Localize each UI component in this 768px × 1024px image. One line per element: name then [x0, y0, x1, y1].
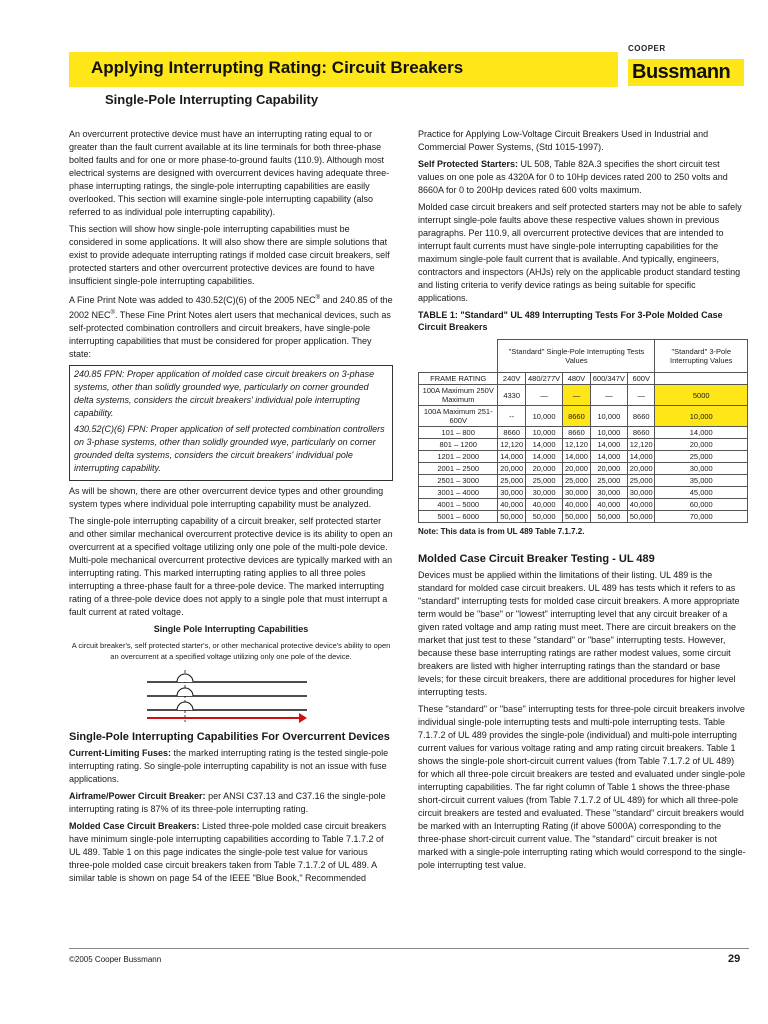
table-cell: 60,000: [655, 499, 748, 511]
table-cell: 50,000: [498, 511, 526, 523]
table-cell: 8660: [498, 427, 526, 439]
table-body: [419, 385, 748, 523]
table-cell: 20,000: [498, 463, 526, 475]
logo-brand-box: [628, 59, 744, 86]
table-cell: 8660: [563, 427, 591, 439]
table-row: [419, 451, 748, 463]
contact-c: [177, 702, 193, 710]
table-cell: 70,000: [655, 511, 748, 523]
table-cell: 12,120: [563, 439, 591, 451]
table-group-row: [419, 340, 748, 373]
table-cell: 40,000: [627, 499, 655, 511]
table-header-cell: 600/347V: [590, 373, 627, 385]
page-number: 29: [728, 953, 741, 965]
table-cell: 50,000: [525, 511, 562, 523]
single-pole-diagram: [147, 668, 307, 724]
power-breaker-paragraph: Airframe/Power Circuit Breaker: per ANSI C37.13 and C37.16 the single-pole interrupting rating is 87% of its three-pole interrupting rating.: [69, 791, 386, 814]
table-cell: 14,000: [563, 451, 591, 463]
logo-brand-text: Bussmann: [632, 61, 731, 83]
ul489-paragraph: Devices must be applied within the limitations of their listing. UL 489 is the standard for molded case circuit breakers. UL 489 has tests which it refers to as "standard" interrupting tests for molded case circuit breakers. A more appropriate term would be "base" or "lowest" interrupting level that any circuit breaker of a given rated voltage and amp rating must meet. There are circuit breakers on the market that just test to these "standard" or "base" interrupting tests. However, because these base interrupting ratings are rather modest values, some circuit breakers are listed with higher interrupting ratings than the standard or base levels; for these circuit breakers, there are additional procedures for higher level interrupting tests.: [418, 570, 740, 697]
table-cell: 40,000: [525, 499, 562, 511]
figure-title: Single Pole Interrupting Capabilities: [153, 624, 309, 634]
frame-rating-cell: 801 – 1200: [419, 439, 498, 451]
table-cell: 30,000: [525, 487, 562, 499]
single-pole-faults-paragraph: Molded case circuit breakers and self protected starters may not be able to safely interrupt single-pole faults above these respective values shown in previous paragraphs. Per 110.9, all overcurrent protective devices that are intended to interrupt fault currents must have single-pole interrupting capabilities for the maximum single-pole fault current that is available. And typically, engineers, contractors and inspectors (AHJs) rely on the applicable product standard testing and listing criteria to verify device ratings as being suitable for specific applications.: [418, 202, 742, 303]
figure-caption: A circuit breaker's, self protected starter's, or other mechanical protective device's ability to open an overcurrent at a specified voltage utilizing only one pole of the device.: [71, 641, 391, 661]
table-cell: --: [498, 406, 526, 427]
table-row: [419, 439, 748, 451]
table-cell: 10,000: [590, 406, 627, 427]
table-row: [419, 406, 748, 427]
logo-cooper-text: COOPER: [628, 44, 666, 53]
table-cell: —: [590, 385, 627, 406]
table-cell: 8660: [627, 427, 655, 439]
table-cell: 14,000: [590, 439, 627, 451]
table-cell: 25,000: [563, 475, 591, 487]
table-cell: 10,000: [525, 406, 562, 427]
fine-print-notes-box: [69, 365, 393, 481]
table-empty-cell: [419, 340, 498, 373]
table-cell: —: [525, 385, 562, 406]
table-row: [419, 475, 748, 487]
table-row: [419, 487, 748, 499]
table-cell: 8660: [563, 406, 591, 427]
table-cell: 25,000: [655, 451, 748, 463]
right-column: [418, 128, 746, 876]
table-row: [419, 511, 748, 523]
table-cell: 40,000: [563, 499, 591, 511]
table-cell: 50,000: [627, 511, 655, 523]
table-cell: 10,000: [655, 406, 748, 427]
table-cell: 35,000: [655, 475, 748, 487]
frame-rating-cell: 5001 – 6000: [419, 511, 498, 523]
self-protected-starters-paragraph: Self Protected Starters: UL 508, Table 82A.3 specifies the short circuit test values on one pole as 4320A for 0 to 10Hp devices rated 200 to 250 volts and 8660A for 0 to 200Hp devices rated 600 volts maximum.: [418, 159, 728, 195]
intro-paragraph: An overcurrent protective device must have an interrupting rating equal to or greater than the fault current available at its line terminals for both three-phase bolted faults and for one or more phase-to-ground faults (110.9). Although most electrical systems are designed with overcurrent devices having adequate three-phase interrupting ratings, the single-pole interrupting capabilities are easily overlooked. This section will examine single-pole interrupting capability (also referred to as individual pole interrupting capability).: [69, 129, 390, 217]
table-cell: 30,000: [563, 487, 591, 499]
overcurrent-devices-heading: Single-Pole Interrupting Capabilities For Overcurrent Devices: [69, 731, 390, 743]
page-title: Applying Interrupting Rating: Circuit Breakers: [91, 58, 464, 77]
table-cell: 30,000: [498, 487, 526, 499]
table-cell: 40,000: [498, 499, 526, 511]
table-cell: 14,000: [655, 427, 748, 439]
table-cell: 14,000: [498, 451, 526, 463]
table-row: [419, 499, 748, 511]
table-cell: 8660: [627, 406, 655, 427]
table-group-single-pole: "Standard" Single-Pole Interrupting Tests Values: [498, 340, 655, 373]
table-cell: 30,000: [590, 487, 627, 499]
frame-rating-cell: 1201 – 2000: [419, 451, 498, 463]
table-cell: 25,000: [525, 475, 562, 487]
fpn-240-85: 240.85 FPN: Proper application of molded case circuit breakers on 3-phase systems, other than solidly grounded wye, particularly on corner grounded delta systems, considers the circuit breakers' individual pole interrupting capability.: [74, 369, 375, 418]
frame-rating-cell: 101 – 800: [419, 427, 498, 439]
section-paragraph: This section will show how single-pole interrupting capabilities must be considered in some applications. It will also show there are simple solutions that exist to provide adequate interrupting ratings if molded case circuit breakers, self protected starters and other overcurrent protective devices are found to have insufficient single-pole interrupting capabilities.: [69, 224, 390, 286]
table-cell: 20,000: [563, 463, 591, 475]
current-limiting-fuses-paragraph: Current-Limiting Fuses: the marked interrupting rating is the tested single-pole interrupting rating. So single-pole interrupting capability is not an issue with fuse applications.: [69, 748, 389, 784]
frame-rating-cell: 2501 – 3000: [419, 475, 498, 487]
molded-case-paragraph: Molded Case Circuit Breakers: Listed three-pole molded case circuit breakers have minimum single-pole interrupting capabilities according to Table 7.1.7.2 of UL 489. Table 1 on this page indicates the single-pole test value for various three-pole molded case circuit breakers taken from Table 7.1.7.2 of UL 489. A similar table is shown on page 54 of the IEEE "Blue Book," Recommended: [69, 821, 387, 883]
table-cell: 14,000: [525, 439, 562, 451]
table-cell: 50,000: [563, 511, 591, 523]
table-cell: 20,000: [655, 439, 748, 451]
table-row: [419, 427, 748, 439]
table-cell: 14,000: [525, 451, 562, 463]
table-cell: 50,000: [590, 511, 627, 523]
table-cell: 30,000: [627, 487, 655, 499]
contact-a: [177, 674, 193, 682]
table-row: [419, 385, 748, 406]
table-header-row: [419, 373, 748, 385]
table-cell: 45,000: [655, 487, 748, 499]
frame-rating-cell: 100A Maximum 251-600V: [419, 406, 498, 427]
table-cell: 25,000: [590, 475, 627, 487]
fpn-intro-paragraph: A Fine Print Note was added to 430.52(C)(6) of the 2005 NEC® and 240.85 of the 2002 NEC®. These Fine Print Notes alert users that mechanical devices, such as self-protected combination controllers and circuit breakers, have single-pole interrupting capabilities that must be considered for proper application. They state:: [69, 295, 393, 359]
table-cell: 20,000: [590, 463, 627, 475]
footer-copyright: ©2005 Cooper Bussmann: [69, 955, 162, 964]
fault-arrow-head: [299, 713, 307, 723]
table-cell: 12,120: [498, 439, 526, 451]
table-header-cell: 600V: [627, 373, 655, 385]
table-header-cell: 480V: [563, 373, 591, 385]
interrupting-tests-table: [418, 339, 748, 523]
table-header-cell: [655, 373, 748, 385]
table-note: Note: This data is from UL 489 Table 7.1.7.2.: [418, 527, 585, 536]
ieee-paragraph: Practice for Applying Low-Voltage Circuit Breakers Used in Industrial and Commercial Power Systems, (Std 1015-1997).: [418, 129, 709, 152]
frame-rating-cell: 2001 – 2500: [419, 463, 498, 475]
capability-paragraph: The single-pole interrupting capability of a circuit breaker, self protected starter and other similar mechanical overcurrent protective device is its ability to open an overcurrent at a specified voltage utilizing only one pole of the multi-pole device. Multi-pole mechanical overcurrent protective devices are typically marked with an interrupting rating. This marked interrupting rating applies to all three poles interrupting a three-phase fault for a three-pole device. The marked interrupting rating of a three-pole device does not apply to a single pole that must interrupt a fault current at rated voltage.: [69, 516, 393, 617]
fpn-430-52: 430.52(C)(6) FPN: Proper application of self protected combination controllers on 3-phase systems, other than solidly grounded wye, particularly on corner grounded delta systems, considers the circuit breakers' individual pole interrupting capability.: [74, 424, 385, 473]
table-header-cell: FRAME RATING: [419, 373, 498, 385]
ul489-heading: Molded Case Circuit Breaker Testing - UL 489: [418, 553, 655, 565]
base-tests-paragraph: These "standard" or "base" interrupting tests for three-pole circuit breakers involve individual single-pole interrupting tests and multi-pole interrupting tests. Table 7.1.7.2 of UL 489 provides the single-pole (individual) and multi-pole interrupting current values for various voltage rating and amp rating circuit breakers. Table 1 shows the single-pole short-circuit current values (from Table 7.1.7.2 of UL 489) for which all three-pole circuit breakers are tested and evaluated under single-pole interrupting capabilities. The far right column of Table 1 shows the three-phase short-circuit current values (from Table 7.1.7.2 of UL 489) for which all three-pole circuit breakers are tested and evaluated. These "standard" circuit breakers would be marked with an Interrupting Rating (if above 5000A) corresponding to the three-phase short-circuit current value. The "standard" circuit breaker is not marked with a single-pole interrupting rating which would correspond to the single-pole interrupting test value.: [418, 704, 746, 870]
table-cell: 20,000: [525, 463, 562, 475]
section-subtitle: Single-Pole Interrupting Capability: [105, 92, 319, 107]
frame-rating-cell: 4001 – 5000: [419, 499, 498, 511]
table-header-cell: 480/277V: [525, 373, 562, 385]
table-cell: 12,120: [627, 439, 655, 451]
table-cell: —: [627, 385, 655, 406]
title-bar: [69, 52, 618, 87]
grounding-paragraph: As will be shown, there are other overcurrent device types and other grounding system types where individual pole interrupting capability must be analyzed.: [69, 486, 384, 509]
frame-rating-cell: 100A Maximum 250V Maximum: [419, 385, 498, 406]
left-column: [69, 128, 393, 889]
table-row: [419, 463, 748, 475]
contact-b: [177, 688, 193, 696]
footer-divider: [69, 948, 749, 949]
bussmann-logo: [628, 44, 744, 88]
table-cell: 14,000: [590, 451, 627, 463]
table-caption: TABLE 1: "Standard" UL 489 Interrupting Tests For 3-Pole Molded Case Circuit Breakers: [418, 310, 723, 332]
table-cell: 25,000: [498, 475, 526, 487]
table-cell: —: [563, 385, 591, 406]
table-cell: 14,000: [627, 451, 655, 463]
table-header-cell: 240V: [498, 373, 526, 385]
table-cell: 25,000: [627, 475, 655, 487]
table-cell: 4330: [498, 385, 526, 406]
table-cell: 10,000: [525, 427, 562, 439]
table-cell: 40,000: [590, 499, 627, 511]
frame-rating-cell: 3001 – 4000: [419, 487, 498, 499]
table-group-three-pole: "Standard" 3-Pole Interrupting Values: [655, 340, 748, 373]
table-cell: 10,000: [590, 427, 627, 439]
table-cell: 5000: [655, 385, 748, 406]
table-cell: 20,000: [627, 463, 655, 475]
table-cell: 30,000: [655, 463, 748, 475]
